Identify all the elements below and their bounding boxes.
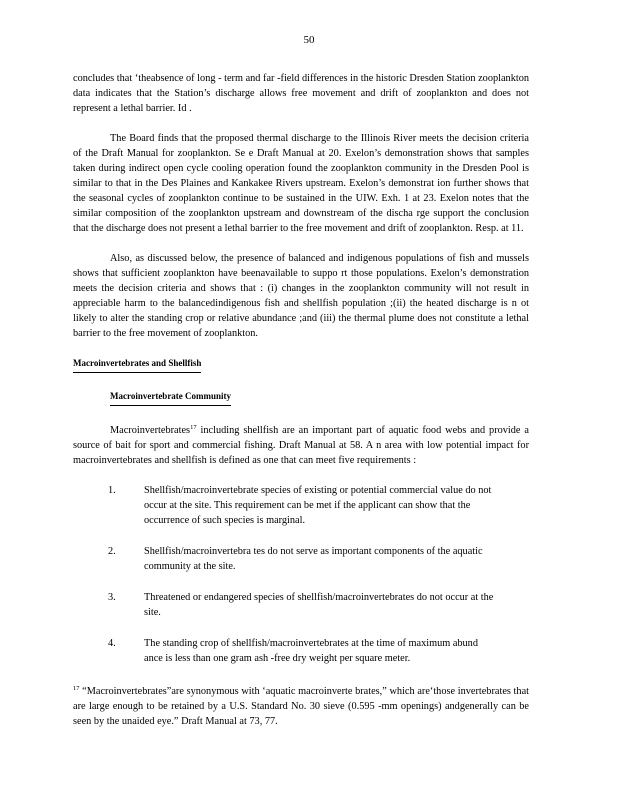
list-item <box>73 636 529 666</box>
list-item <box>73 544 529 574</box>
paragraph-macroinvertebrates <box>73 423 529 468</box>
list-item-text: Shellfish/macroinvertebra tes do not serve as important components of the aquatic community at the site. <box>144 546 483 572</box>
macro-rest: including shellfish are an important part of aquatic food webs and provide a source of bait for sport and commercial fishing. Draft Manual at 58. A n area with low potential impact for macroinvertebrates and shellfish is defined as one that can meet five requirements : <box>73 425 529 466</box>
paragraph-conclusion: concludes that ‘theabsence of long - term and far -field differences in the historic Dresden Station zooplankton data indicates that the Station’s discharge allows free movement and drift of zooplankton and does not represent a lethal barrier. Id . <box>73 73 529 114</box>
footnote-number: 17 <box>73 685 80 692</box>
paragraph-board-finding: The Board finds that the proposed thermal discharge to the Illinois River meets the decision criteria of the Draft Manual for zooplankton. Se e Draft Manual at 20. Exelon’s demonstration shows that samples taken during indirect open cycle cooling operation found the zooplankton community in the Dresden Pool is similar to that in the Des Plaines and Kankakee Rivers upstream. Exelon’s demonstrat ion further shows that the seasonal cycles of zooplankton continue to be sustained in the UIW. Exh. 1 at 23. Exelon notes that the similar composition of the zooplankton upstream and downstream of the discha rge support the conclusion that the discharge does not present a lethal barrier to the free movement and drift of zooplankton. Resp. at 11. <box>73 133 529 234</box>
list-item-number: 2. <box>108 546 116 557</box>
section-heading-text: Macroinvertebrates and Shellfish <box>73 356 201 373</box>
subsection-heading-text: Macroinvertebrate Community <box>110 389 231 406</box>
requirements-list <box>73 483 529 666</box>
macro-lead: Macroinvertebrates <box>110 425 191 436</box>
list-item-text: Shellfish/macroinvertebrate species of existing or potential commercial value do not occur at the site. This requirement can be met if the applicant can show that the occurrence of such species is marginal. <box>144 485 492 526</box>
footnote-reference: 17 <box>190 424 197 431</box>
page-number: 50 <box>303 34 315 46</box>
list-item-number: 3. <box>108 592 116 603</box>
page-body <box>73 71 529 729</box>
subsection-heading <box>110 389 529 406</box>
list-item-text: The standing crop of shellfish/macroinvertebrates at the time of maximum abund ance is less than one gram ash -free dry weight per square meter. <box>144 638 478 664</box>
footnote <box>73 684 529 729</box>
list-item-text: Threatened or endangered species of shellfish/macroinvertebrates do not occur at the site. <box>144 592 494 618</box>
list-item <box>73 483 529 528</box>
footnote-text: “Macroinvertebrates”are synonymous with ‘aquatic macroinverte brates,” which are‘those invertebrates that are large enough to be retained by a U.S. Standard No. 30 sieve (0.595 -mm openings) andgenerally can be seen by the unaided eye.” Draft Manual at 73, 77. <box>73 686 529 727</box>
list-item <box>73 590 529 620</box>
list-item-number: 4. <box>108 638 116 649</box>
section-heading <box>73 356 529 373</box>
list-item-number: 1. <box>108 485 116 496</box>
paragraph-fish-mussels: Also, as discussed below, the presence of balanced and indigenous populations of fish and mussels shows that sufficient zooplankton have beenavailable to suppo rt those populations. Exelon’s demonstration meets the decision criteria and shows that : (i) changes in the zooplankton community will not result in appreciable harm to the balancedindigenous fish and shellfish population ;(ii) the heated discharge is n ot likely to alter the standing crop or relative abundance ;and (iii) the thermal plume does not constitute a lethal barrier to the free movement of zooplankton. <box>73 253 529 339</box>
